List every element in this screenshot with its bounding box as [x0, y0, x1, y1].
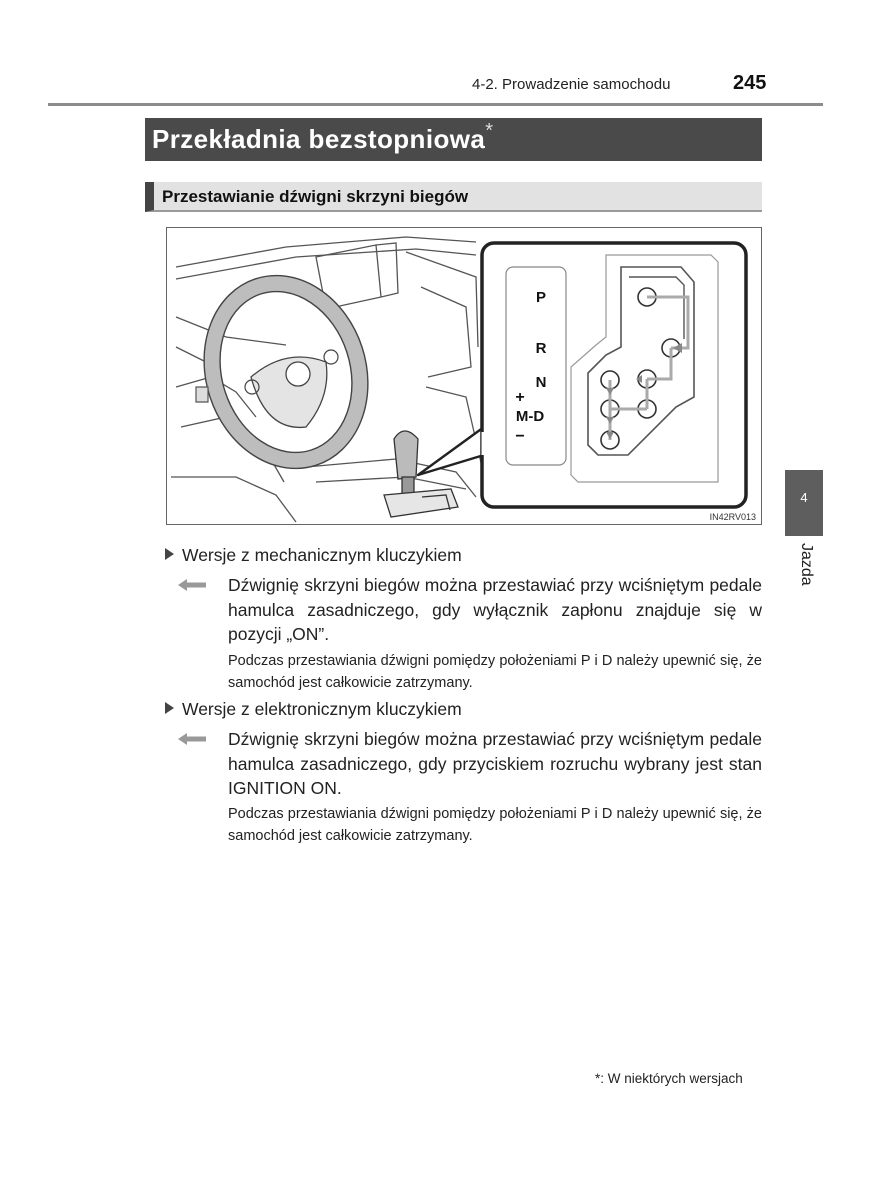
paragraph-mechanical: Dźwignię skrzyni biegów można przestawiać przy wciśniętym pedale hamulca zasadniczego, gdy wyłącznik zapłonu znajduje się w pozycji „ON”. [228, 575, 762, 644]
header-chapter: 4-2. Prowadzenie samochodu [472, 76, 671, 93]
window-drawing [196, 387, 208, 402]
bullet-mechanical-key [165, 545, 462, 566]
paragraph-electronic: Dźwignię skrzyni biegów można przestawiać przy wciśniętym pedale hamulca zasadniczego, gdy przyciskiem rozruchu wybrany jest stan IGNITION ON. [228, 729, 762, 798]
note-mechanical: Podczas przestawiania dźwigni pomiędzy położeniami P i D należy upewnić się, że samochód jest całkowicie zatrzymany. [228, 653, 762, 691]
header-rule [48, 103, 823, 106]
chapter-tab[interactable]: 4 [785, 470, 823, 536]
gear-label-p: P [535, 289, 547, 306]
page-number: 245 [733, 72, 767, 94]
footnote: *: W niektórych wersjach [595, 1071, 743, 1086]
section-title [145, 118, 762, 161]
gear-label-r: R [535, 340, 547, 357]
gear-label-n: N [535, 374, 547, 391]
bullet-triangle-icon [165, 548, 174, 560]
left-arrow-icon [178, 579, 206, 591]
title-asterisk: * [485, 120, 494, 142]
bullet-text: Wersje z elektronicznym kluczykiem [182, 699, 462, 719]
figure-code: IN42RV013 [709, 512, 756, 522]
bullet-electronic-key [165, 699, 462, 720]
gear-label-md: M-D [515, 408, 545, 425]
left-arrow-icon [178, 733, 206, 745]
gear-label-plus: + [515, 389, 525, 406]
gear-shift-illustration [166, 227, 762, 525]
note-electronic: Podczas przestawiania dźwigni pomiędzy położeniami P i D należy upewnić się, że samochód jest całkowicie zatrzymany. [228, 806, 762, 844]
bullet-text: Wersje z mechanicznym kluczykiem [182, 545, 462, 565]
chapter-label: Jazda [798, 543, 815, 586]
subsection-title: Przestawianie dźwigni skrzyni biegów [145, 182, 762, 212]
bullet-triangle-icon [165, 702, 174, 714]
section-title-text: Przekładnia bezstopniowa [152, 124, 486, 154]
gear-label-minus: − [515, 428, 525, 445]
